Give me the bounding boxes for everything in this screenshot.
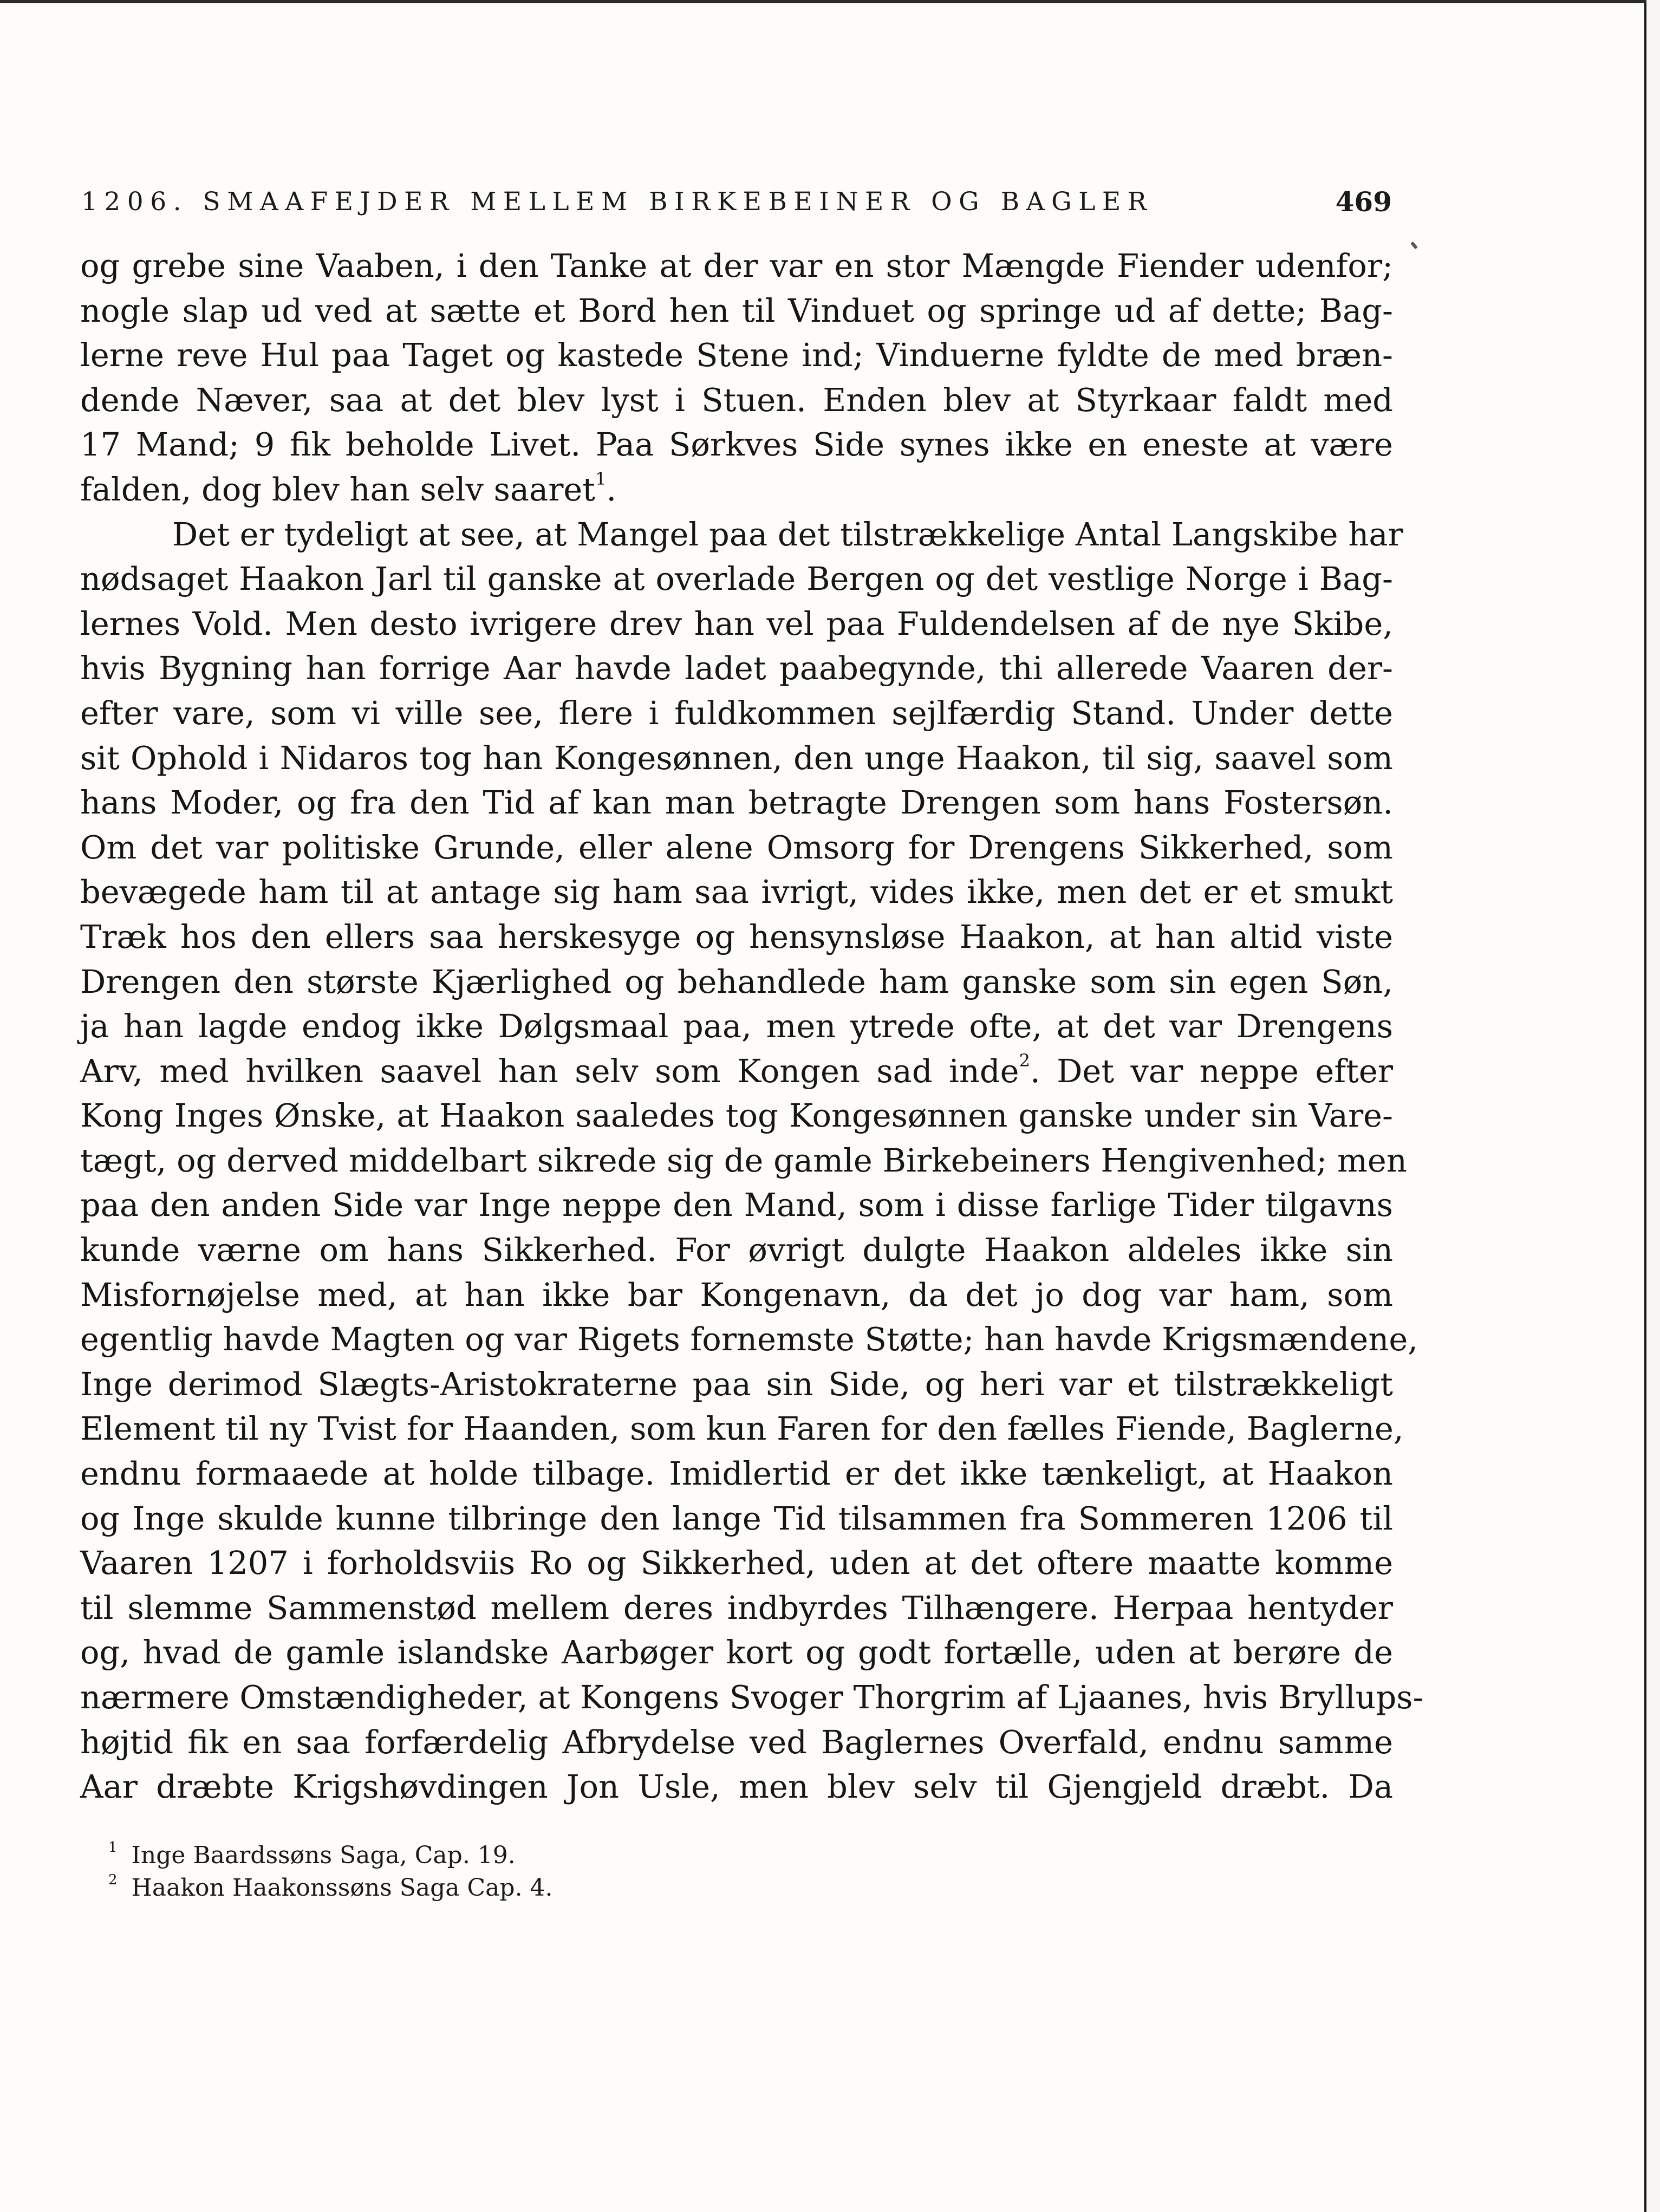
text-fragment: . — [606, 470, 617, 508]
text-line-with-footnote — [80, 1049, 1393, 1094]
text-line: Træk hos den ellers saa herskesyge og hensynsløse Haakon, at han altid viste — [80, 918, 1393, 955]
text-line: efter vare, som vi ville see, flere i fuldkommen sejlfærdig Stand. Under dette — [80, 694, 1393, 732]
footnote-2 — [108, 1872, 867, 1904]
text-line: bevægede ham til at antage sig ham saa ivrigt, vides ikke, men det er et smukt — [80, 873, 1393, 911]
print-speck — [1410, 242, 1418, 250]
text-line: ja han lagde endog ikke Dølgsmaal paa, men ytrede ofte, at det var Drengens — [80, 1007, 1393, 1045]
text-line: Om det var politiske Grunde, eller alene Omsorg for Drengens Sikkerhed, som — [80, 828, 1393, 866]
text-fragment: Arv, med hvilken saavel han selv som Kongen sad inde — [80, 1052, 1019, 1090]
footnote-1 — [108, 1839, 867, 1872]
text-line: Det er tydeligt at see, at Mangel paa det tilstrækkelige Antal Langskibe har — [172, 515, 1403, 553]
text-line: Misfornøjelse med, at han ikke bar Kongenavn, da det jo dog var ham, som — [80, 1276, 1393, 1313]
text-line: Element til ny Tvist for Haanden, som kun Faren for den fælles Fiende, Baglerne, — [80, 1410, 1404, 1448]
text-line: og, hvad de gamle islandske Aarbøger kort og godt fortælle, uden at berøre de — [80, 1634, 1393, 1671]
text-line: 17 Mand; 9 fik beholde Livet. Paa Sørkves Side synes ikke en eneste at være — [80, 426, 1393, 464]
footnote-text: Haakon Haakonssøns Saga Cap. 4. — [131, 1874, 553, 1902]
text-line: dende Næver, saa at det blev lyst i Stuen. Enden blev at Styrkaar faldt med — [80, 381, 1393, 419]
text-line: paa den anden Side var Inge neppe den Mand, som i disse farlige Tider tilgavns — [80, 1186, 1393, 1224]
text-line: nogle slap ud ved at sætte et Bord hen til Vinduet og springe ud af dette; Bag- — [80, 291, 1393, 329]
text-line: tægt, og derved middelbart sikrede sig de gamle Birkebeiners Hengivenhed; men — [80, 1141, 1407, 1179]
text-line: hans Moder, og fra den Tid af kan man betragte Drengen som hans Fostersøn. — [80, 784, 1393, 822]
paragraph-1 — [80, 244, 1393, 512]
text-fragment: falden, dog blev han selv saaret — [80, 470, 596, 508]
paragraph-2 — [80, 512, 1424, 1810]
text-line: lerne reve Hul paa Taget og kastede Stene ind; Vinduerne fyldte de med bræn- — [80, 336, 1393, 374]
text-line: og grebe sine Vaaben, i den Tanke at der var en stor Mængde Fiender udenfor; — [80, 247, 1393, 284]
page-number: 469 — [1335, 186, 1392, 218]
text-line: Aar dræbte Krigshøvdingen Jon Usle, men blev selv til Gjengjeld dræbt. Da — [80, 1768, 1393, 1806]
text-line: til slemme Sammenstød mellem deres indbyrdes Tilhængere. Herpaa hentyder — [80, 1589, 1393, 1627]
text-line: sit Ophold i Nidaros tog han Kongesønnen, den unge Haakon, til sig, saavel som — [80, 739, 1393, 777]
text-line: Vaaren 1207 i forholdsviis Ro og Sikkerhed, uden at det oftere maatte komme — [80, 1544, 1393, 1582]
text-line: egentlig havde Magten og var Rigets fornemste Støtte; han havde Krigsmændene, — [80, 1320, 1418, 1358]
running-title: 1206. SMAAFEJDER MELLEM BIRKEBEINER OG BAGLER — [81, 187, 1154, 217]
footnote-text: Inge Baardssøns Saga, Cap. 19. — [131, 1842, 516, 1869]
top-edge-rule — [0, 0, 1646, 3]
text-line: Inge derimod Slægts-Aristokraterne paa sin Side, og heri var et tilstrækkeligt — [80, 1365, 1393, 1403]
text-line: og Inge skulde kunne tilbringe den lange Tid tilsammen fra Sommeren 1206 til — [80, 1499, 1393, 1537]
text-line: endnu formaaede at holde tilbage. Imidlertid er det ikke tænkeligt, at Haakon — [80, 1455, 1393, 1493]
text-line: Kong Inges Ønske, at Haakon saaledes tog Kongesønnen ganske under sin Vare- — [80, 1097, 1393, 1135]
footnote-mark: 2 — [108, 1872, 118, 1889]
footnote-mark: 1 — [108, 1839, 118, 1856]
text-line: Drengen den største Kjærlighed og behandlede ham ganske som sin egen Søn, — [80, 962, 1393, 1000]
text-line: lernes Vold. Men desto ivrigere drev han vel paa Fuldendelsen af de nye Skibe, — [80, 604, 1393, 642]
body-text — [80, 244, 1424, 1810]
text-line: højtid fik en saa forfærdelig Afbrydelse ved Baglernes Overfald, endnu samme — [80, 1723, 1393, 1761]
footnote-reference[interactable]: 1 — [595, 469, 607, 490]
running-header — [81, 183, 1392, 221]
footnotes — [108, 1839, 867, 1904]
text-line: hvis Bygning han forrige Aar havde ladet paabegynde, thi allerede Vaaren der- — [80, 649, 1393, 687]
text-line: nærmere Omstændigheder, at Kongens Svoger Thorgrim af Ljaanes, hvis Bryllups- — [80, 1678, 1424, 1716]
text-fragment: . Det var neppe efter — [1030, 1052, 1393, 1090]
footnote-reference[interactable]: 2 — [1019, 1050, 1030, 1071]
text-line-last — [80, 467, 1393, 512]
text-line: kunde værne om hans Sikkerhed. For øvrigt dulgte Haakon aldeles ikke sin — [80, 1231, 1393, 1269]
text-line: nødsaget Haakon Jarl til ganske at overlade Bergen og det vestlige Norge i Bag- — [80, 560, 1393, 598]
